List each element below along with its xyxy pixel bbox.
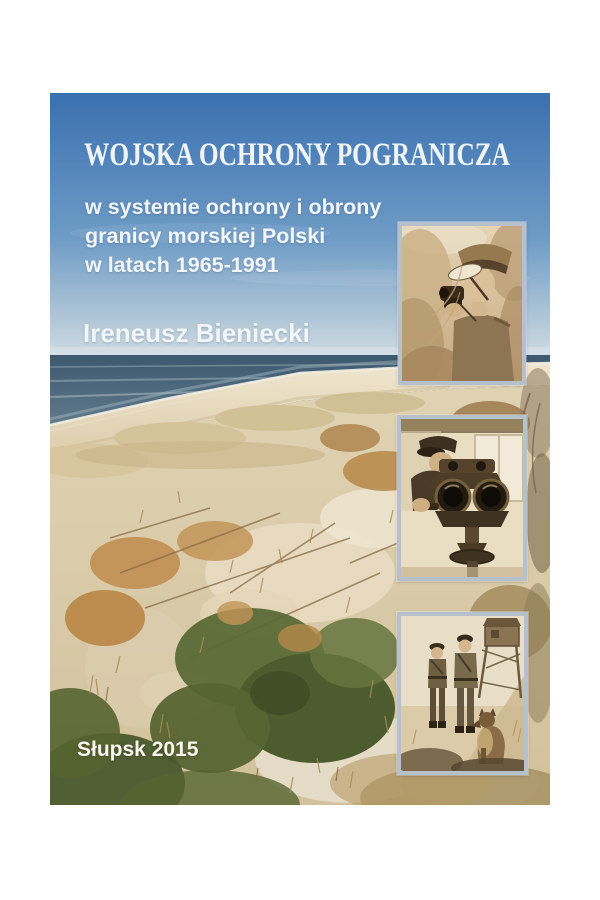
book-subtitle [85,193,381,280]
observation-binoculars-illustration [401,419,523,577]
subtitle-line-1: w systemie ochrony i obrony [85,195,382,219]
photo-officer-with-binoculars [398,222,526,385]
patrol-with-dog-illustration [401,616,524,771]
subtitle-line-2: granicy morskiej Polski [85,224,326,248]
imprint-place-year: Słupsk 2015 [77,738,199,761]
subtitle-line-3: w latach 1965-1991 [85,253,279,277]
photo-observation-binoculars [397,415,527,581]
book-title-block [84,135,516,175]
photo-patrol-with-dog-and-watchtower [397,612,528,775]
author-name: Ireneusz Bieniecki [83,318,310,348]
book-cover [50,93,550,805]
book-title: WOJSKA OCHRONY POGRANICZA [84,137,511,173]
officer-with-binoculars-illustration [402,226,522,381]
